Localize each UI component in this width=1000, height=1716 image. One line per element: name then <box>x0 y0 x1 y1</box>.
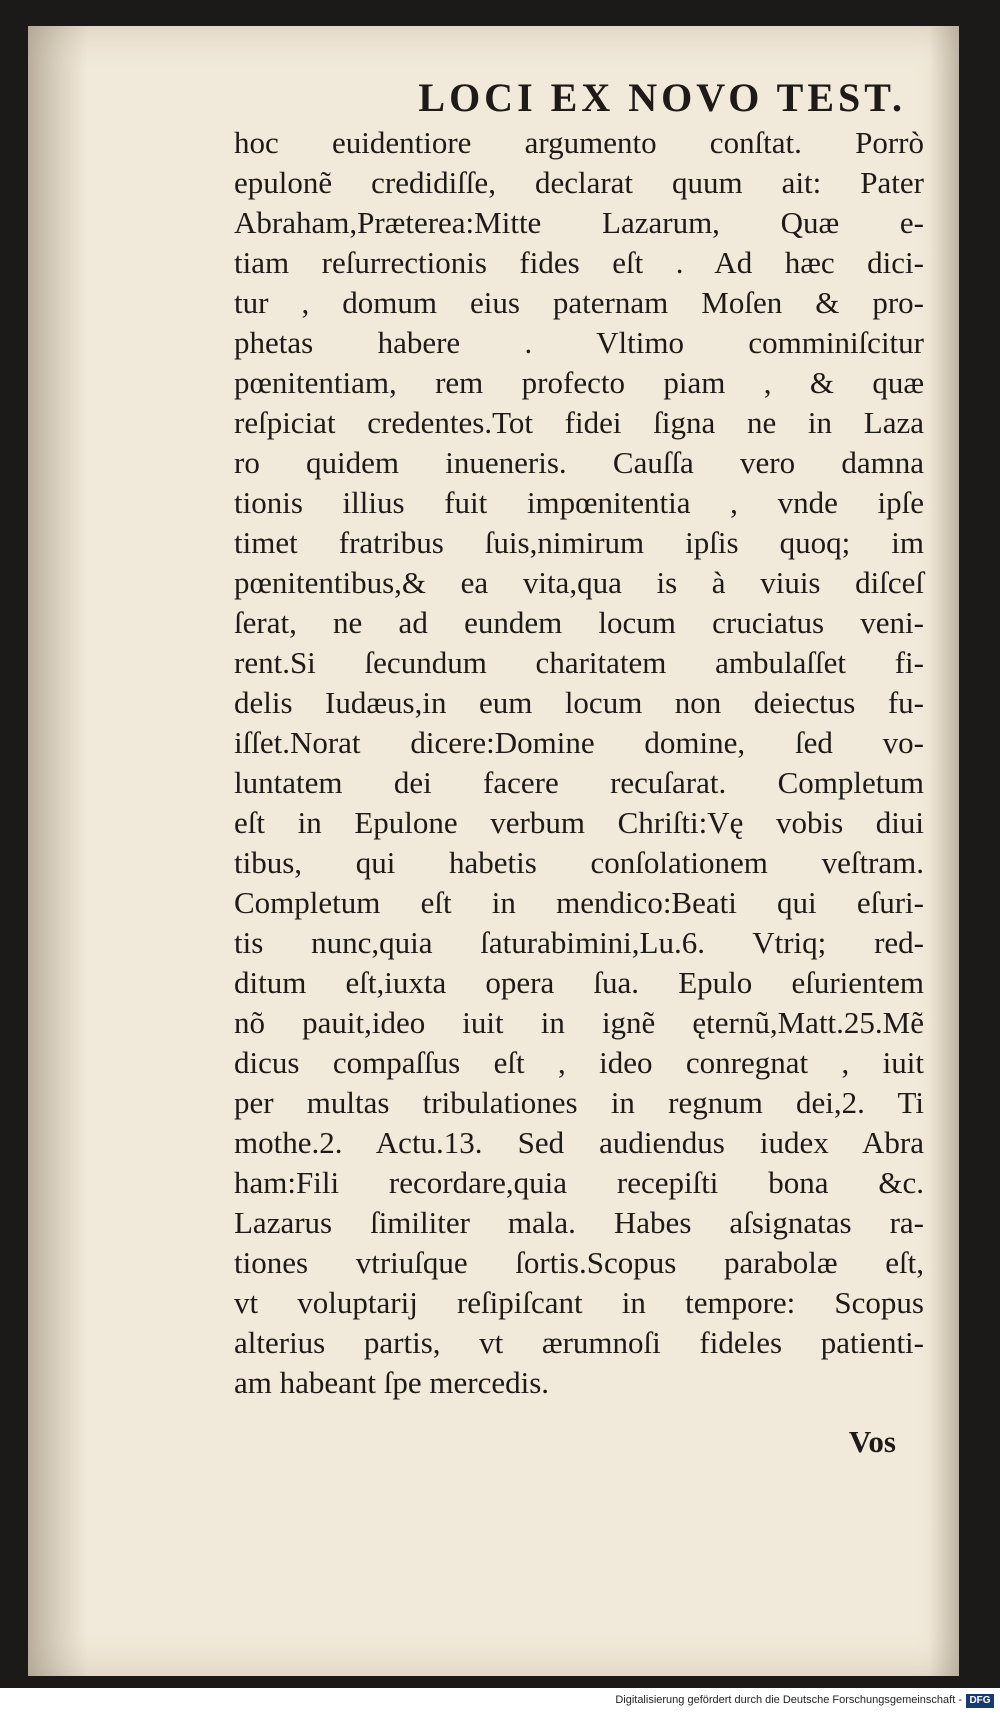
text-line: pœnitentibus,& ea vita,qua is à viuis diſceſ <box>234 565 924 600</box>
text-line: ham:Fili recordare,quia recepiſti bona &c. <box>234 1165 924 1200</box>
edge-shadow <box>929 26 959 1676</box>
text-line: Abraham,Præterea:Mitte Lazarum, Quæ e- <box>234 205 924 240</box>
text-line: ditum eſt,iuxta opera ſua. Epulo eſurientem <box>234 965 924 1000</box>
text-line: timet fratribus ſuis,nimirum ipſis quoq; im <box>234 525 924 560</box>
text-line: hoc euidentiore argumento conſtat. Porrò <box>234 125 924 160</box>
text-line: iſſet.Norat dicere:Domine domine, ſed vo- <box>234 725 924 760</box>
text-line: ſerat, ne ad eundem locum cruciatus veni- <box>234 605 924 640</box>
text-line: Lazarus ſimiliter mala. Habes aſsignatas ra- <box>234 1205 924 1240</box>
catchword: Vos <box>848 1424 896 1459</box>
text-line: ro quidem inueneris. Cauſſa vero damna <box>234 445 924 480</box>
dfg-logo: DFG <box>966 1694 994 1708</box>
text-line: Completum eſt in mendico:Beati qui eſuri- <box>234 885 924 920</box>
text-line: tibus, qui habetis conſolationem veſtram. <box>234 845 924 880</box>
text-line: tur , domum eius paternam Moſen & pro- <box>234 285 924 320</box>
text-line: tis nunc,quia ſaturabimini,Lu.6. Vtriq; red- <box>234 925 924 960</box>
text-line: am habeant ſpe mercedis. <box>234 1365 550 1400</box>
text-line: luntatem dei facere recuſarat. Completum <box>234 765 924 800</box>
text-line: vt voluptarij reſipiſcant in tempore: Scopus <box>234 1285 924 1320</box>
text-line: nõ pauit,ideo iuit in ignẽ ęternũ,Matt.25.Mẽ <box>234 1005 924 1040</box>
text-line: pœnitentiam, rem profecto piam , & quæ <box>234 365 924 400</box>
text-line: tiones vtriuſque ſortis.Scopus parabolæ eſt, <box>234 1245 924 1280</box>
text-line: eſt in Epulone verbum Chriſti:Vę vobis diui <box>234 805 924 840</box>
book-page <box>28 26 959 1676</box>
text-line: mothe.2. Actu.13. Sed audiendus iudex Abra <box>234 1125 924 1160</box>
text-line: tionis illius fuit impœnitentia , vnde ipſe <box>234 485 924 520</box>
running-head: LOCI EX NOVO TEST. <box>418 75 906 120</box>
text-line: per multas tribulationes in regnum dei,2. Ti <box>234 1085 924 1120</box>
text-line: alterius partis, vt ærumnoſi fideles patienti- <box>234 1325 924 1360</box>
text-line: tiam reſurrectionis fides eſt . Ad hæc dici- <box>234 245 924 280</box>
digitization-credit: Digitalisierung gefördert durch die Deutsche Forschungsgemeinschaft - <box>615 1694 962 1706</box>
text-line: epulonẽ credidiſſe, declarat quum ait: Pater <box>234 165 924 200</box>
text-line: rent.Si ſecundum charitatem ambulaſſet fi- <box>234 645 924 680</box>
body-text <box>234 123 924 1403</box>
text-line: delis Iudæus,in eum locum non deiectus fu- <box>234 685 924 720</box>
text-line: phetas habere . Vltimo comminiſcitur <box>234 325 924 360</box>
text-line: dicus compaſſus eſt , ideo conregnat , iuit <box>234 1045 924 1080</box>
text-line: reſpiciat credentes.Tot fidei ſigna ne in Laza <box>234 405 924 440</box>
